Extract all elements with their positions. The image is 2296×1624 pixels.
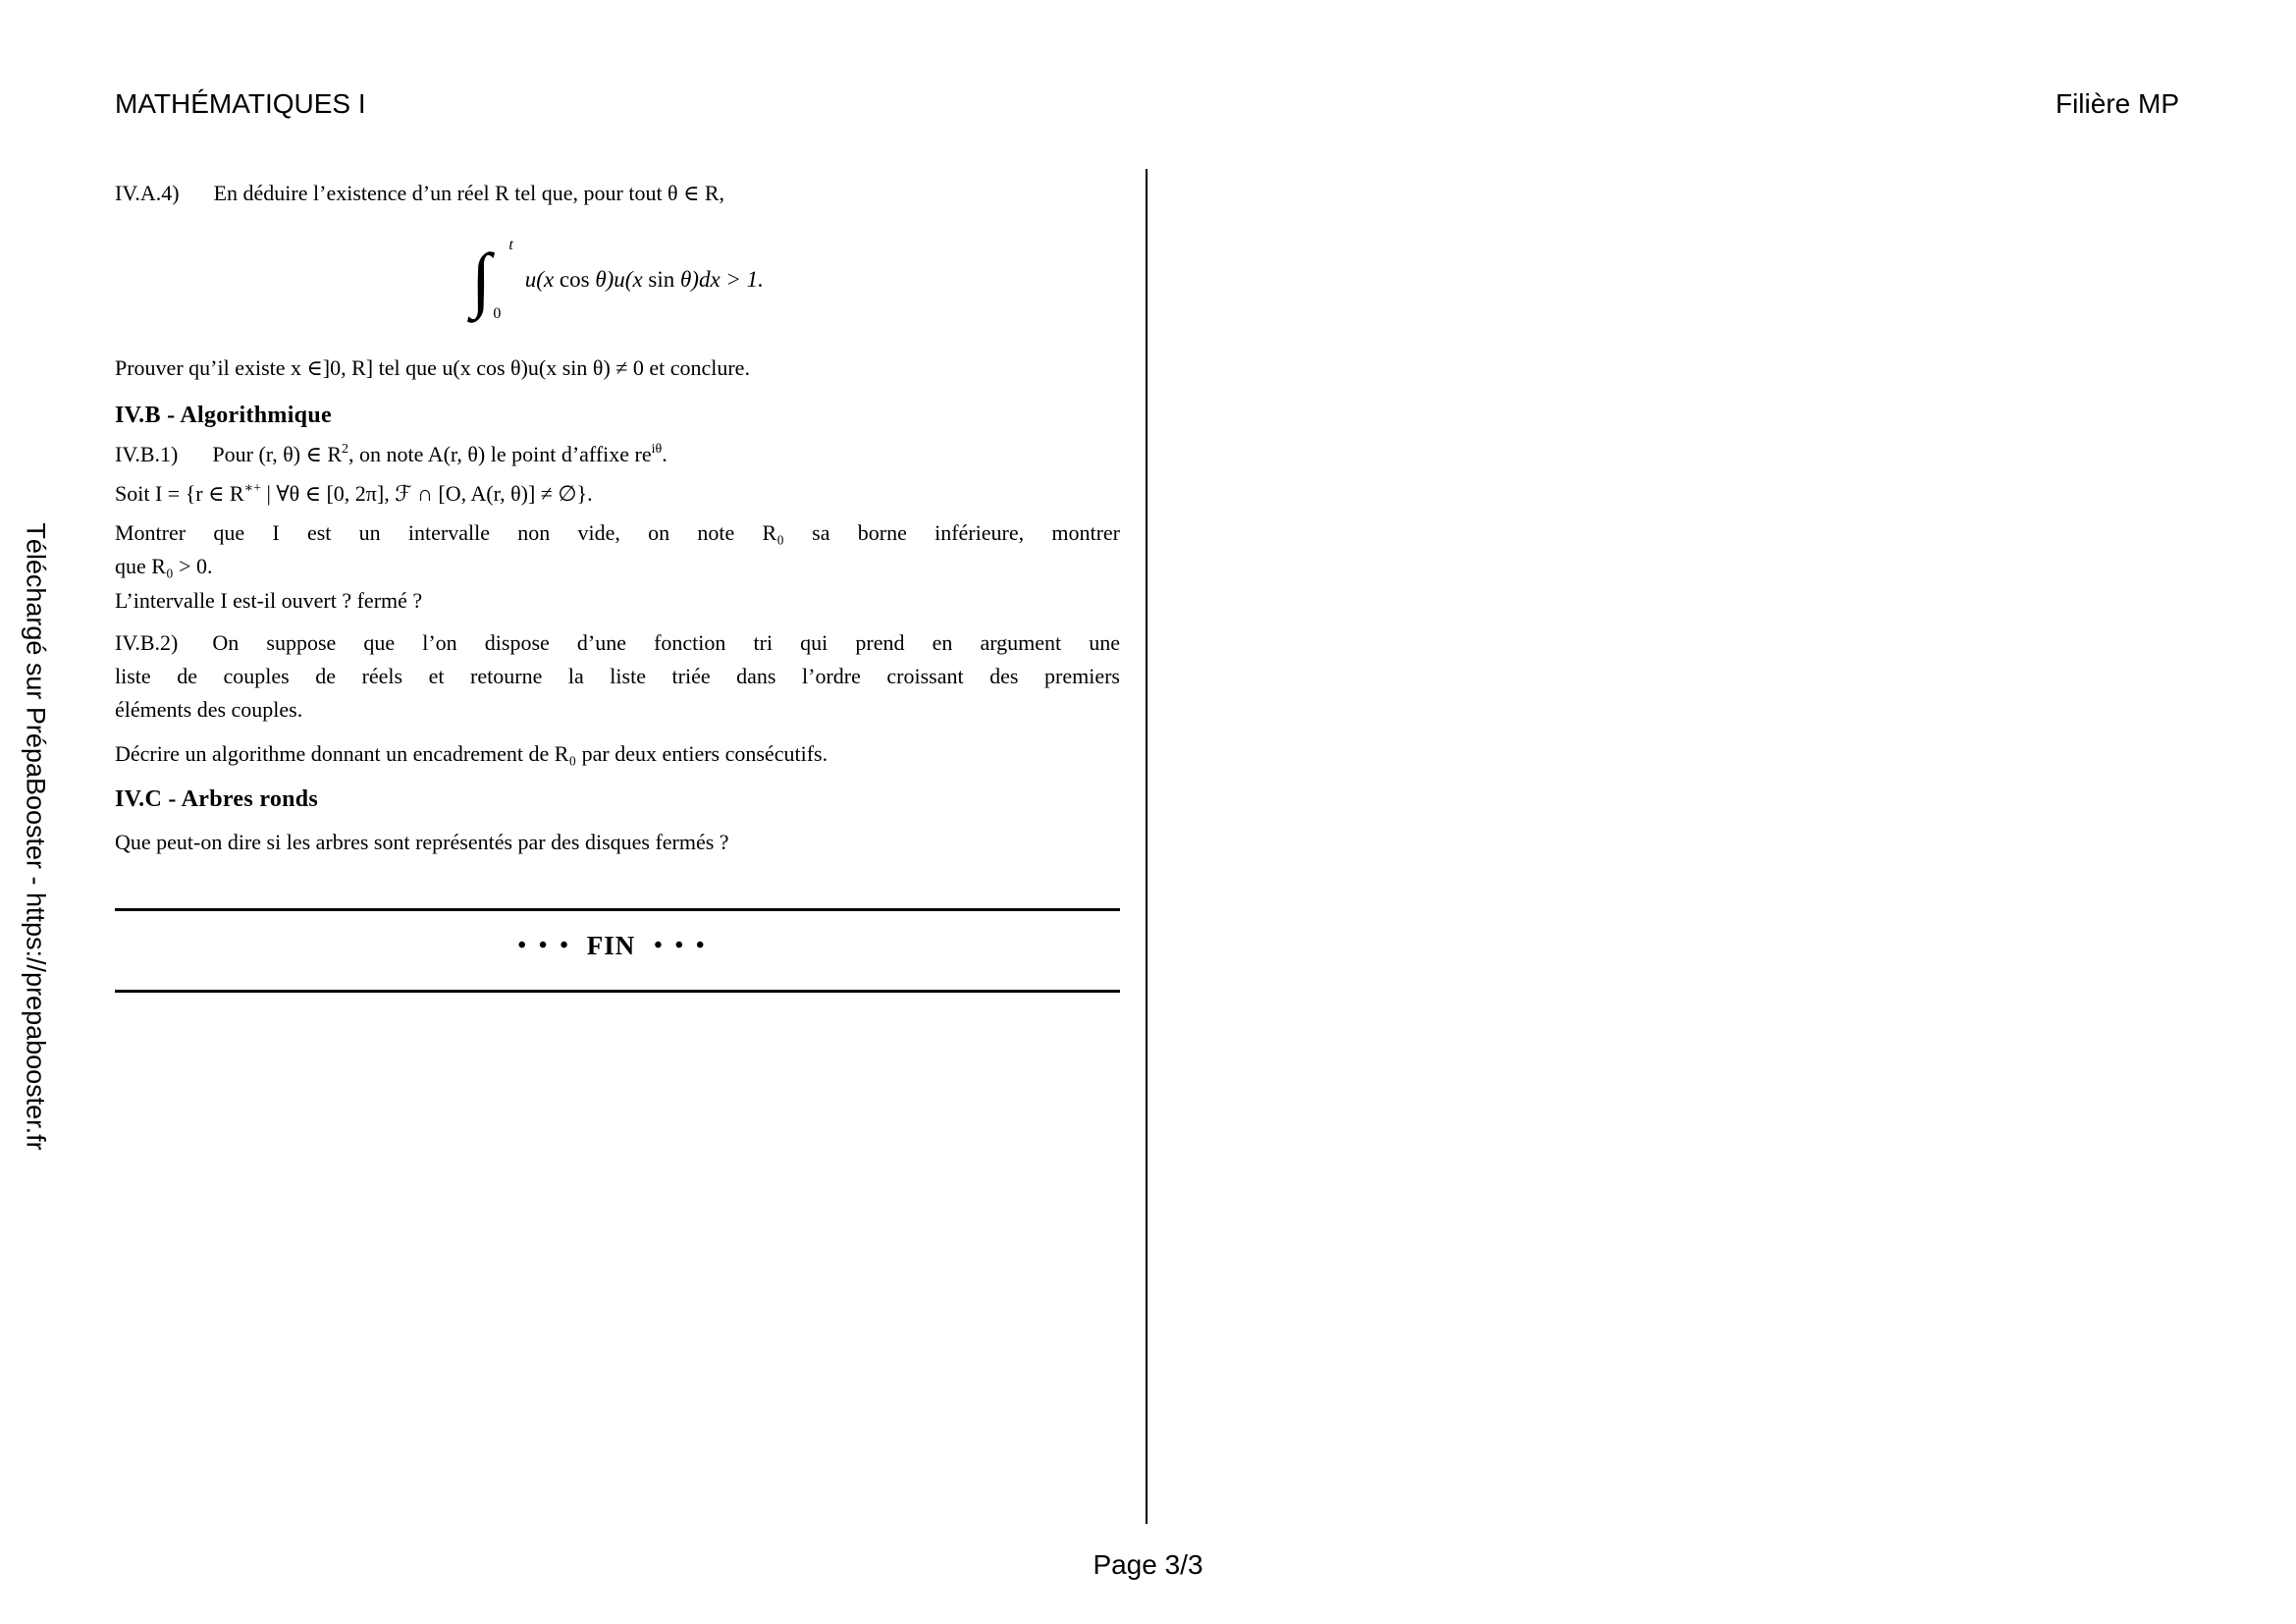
track-label: Filière MP <box>2055 88 2179 119</box>
superscript: 2 <box>342 442 349 457</box>
integral-sign: ∫ <box>471 240 492 320</box>
watermark-text: Téléchargé sur PrépaBooster - https://prepabooster.fr <box>21 522 51 1151</box>
paragraph-line <box>115 626 1120 660</box>
question-text: . <box>662 442 667 466</box>
que-peut-on-line: Que peut-on dire si les arbres sont représentés par des disques fermés ? <box>115 830 729 854</box>
separator-rule-top <box>115 908 1120 911</box>
formula-body-part: θ)dx > 1. <box>674 267 764 292</box>
superscript: iθ <box>651 442 663 457</box>
fin-bullets-right: ••• <box>654 933 718 958</box>
section-heading-ivc: IV.C - Arbres ronds <box>115 786 319 812</box>
question-ivb2 <box>115 626 1120 727</box>
prouver-line: Prouver qu’il existe x ∈]0, R] tel que u(x cos θ)u(x sin θ) ≠ 0 et conclure. <box>115 355 750 380</box>
question-label: IV.B.2) <box>115 630 179 655</box>
formula-body-part: cos <box>559 267 590 292</box>
integral-limits <box>493 238 512 322</box>
question-text: , on note A(r, θ) le point d’affixe re <box>348 442 652 466</box>
question-text: On suppose que l’on dispose d’une fonction tri qui prend en argument une <box>212 630 1120 655</box>
formula-body-part: sin <box>648 267 675 292</box>
question-text: En déduire l’existence d’un réel R tel que, pour tout θ ∈ R, <box>213 181 725 205</box>
paragraph-line: éléments des couples. <box>115 697 303 722</box>
integral-lower-limit: 0 <box>493 305 502 322</box>
question-label: IV.A.4) <box>115 181 180 205</box>
question-iva4 <box>115 177 1120 210</box>
column-divider-line <box>1146 169 1148 1524</box>
formula-body-part: θ)u(x <box>589 267 649 292</box>
fin-bullets-left: ••• <box>517 933 581 958</box>
section-heading-ivb: IV.B - Algorithmique <box>115 403 332 428</box>
separator-rule-bottom <box>115 990 1120 993</box>
paragraph-line: que R₀ > 0. <box>115 554 213 578</box>
fin-label: FIN <box>586 931 636 960</box>
question-ivb1 <box>115 438 1120 471</box>
paragraph-line: liste de couples de réels et retourne la liste triée dans l’ordre croissant des premiers <box>115 664 1120 688</box>
page-number: Page 3/3 <box>1093 1549 1203 1580</box>
superscript: ∗+ <box>243 481 261 496</box>
display-formula <box>115 233 1120 327</box>
definition-text: Soit I = {r ∈ R <box>115 481 244 506</box>
document-title: MATHÉMATIQUES I <box>115 88 366 119</box>
decrire-line: Décrire un algorithme donnant un encadrement de R₀ par deux entiers consécutifs. <box>115 741 828 766</box>
soit-definition-line <box>115 477 1120 511</box>
text-column <box>115 0 1120 1624</box>
formula-body <box>525 263 764 297</box>
integral-upper-limit: t <box>508 237 513 253</box>
fin-marker <box>115 927 1120 964</box>
definition-text: | ∀θ ∈ [0, 2π], ℱ ∩ [O, A(r, θ)] ≠ ∅}. <box>260 481 593 506</box>
paragraph-line: Montrer que I est un intervalle non vide, on note R₀ sa borne inférieure, montrer <box>115 520 1120 545</box>
formula-body-part: u(x <box>524 267 560 292</box>
question-text: Pour (r, θ) ∈ R <box>212 442 343 466</box>
question-label: IV.B.1) <box>115 442 179 466</box>
intervalle-line: L’intervalle I est-il ouvert ? fermé ? <box>115 588 423 613</box>
montrer-paragraph <box>115 516 1120 583</box>
